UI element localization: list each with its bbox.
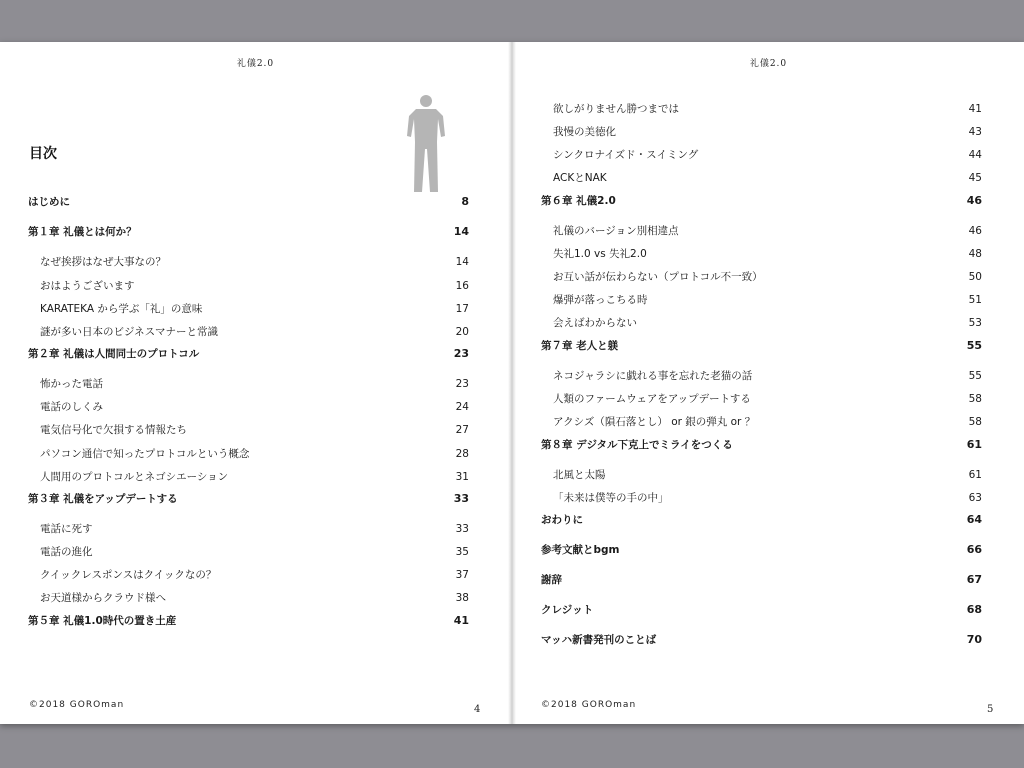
toc-entry-label: 第８章 デジタル下克上でミライをつくる xyxy=(541,439,733,451)
toc-entry-label: なぜ挨拶はなぜ大事なの？ xyxy=(40,256,166,268)
toc-entry-label: アクシズ（隕石落とし） or 銀の弾丸 or ？ xyxy=(553,416,756,428)
toc-entry-label: シンクロナイズド・スイミング xyxy=(553,149,699,161)
toc-entry-page: 70 xyxy=(966,633,982,646)
toc-entry-page: 23 xyxy=(455,378,469,390)
toc-entry-page: 24 xyxy=(455,401,469,413)
toc-entry-label: 人類のファームウェアをアップデートする xyxy=(553,393,751,405)
toc-entry-label: 欲しがりません勝つまでは xyxy=(553,103,679,115)
toc-section-entry[interactable] xyxy=(40,590,469,606)
toc-entry-page: 64 xyxy=(966,513,982,526)
toc-entry-page: 27 xyxy=(455,424,469,436)
toc-entry-page: 41 xyxy=(968,103,982,115)
toc-section-entry[interactable] xyxy=(40,567,469,583)
toc-entry-page: 17 xyxy=(455,303,469,315)
toc-chapter-entry[interactable] xyxy=(28,613,469,629)
copyright: ©2018 GOROman xyxy=(541,700,637,710)
toc-chapter-entry[interactable] xyxy=(541,572,982,588)
toc-entry-page: 46 xyxy=(966,194,982,207)
toc-entry-label: ネコジャラシに戯れる事を忘れた老猫の話 xyxy=(553,370,753,382)
person-silhouette-icon xyxy=(404,94,448,194)
toc-title: 目次 xyxy=(29,146,57,162)
toc-entry-page: 14 xyxy=(455,256,469,268)
toc-section-entry[interactable] xyxy=(40,376,469,392)
book-spread xyxy=(0,42,1024,724)
toc-entry-page: 67 xyxy=(966,573,982,586)
toc-entry-label: 電気信号化で欠損する情報たち xyxy=(40,424,187,436)
toc-entry-page: 51 xyxy=(968,294,982,306)
toc-section-entry[interactable] xyxy=(40,544,469,560)
toc-chapter-entry[interactable] xyxy=(28,194,469,210)
toc-entry-page: 68 xyxy=(966,603,982,616)
toc-section-entry[interactable] xyxy=(553,391,982,407)
toc-entry-label: お天道様からクラウド様へ xyxy=(40,592,166,604)
toc-entry-label: 人間用のプロトコルとネゴシエーション xyxy=(40,471,229,483)
toc-entry-label: 第７章 老人と躾 xyxy=(541,340,619,352)
toc-entry-page: 38 xyxy=(455,592,469,604)
running-head: 礼儀2.0 xyxy=(236,59,275,69)
toc-chapter-entry[interactable] xyxy=(541,193,982,209)
toc-entry-label: マッハ新書発刊のことば xyxy=(541,634,657,646)
toc-entry-page: 28 xyxy=(455,448,469,460)
toc-chapter-entry[interactable] xyxy=(541,602,982,618)
toc-entry-page: 31 xyxy=(455,471,469,483)
running-head: 礼儀2.0 xyxy=(749,59,788,69)
toc-entry-label: 第５章 礼儀1.0時代の置き土産 xyxy=(28,615,177,627)
toc-entry-page: 33 xyxy=(453,492,469,505)
toc-entry-label: 礼儀のバージョン別相違点 xyxy=(553,225,679,237)
toc-entry-page: 45 xyxy=(968,172,982,184)
toc-entry-label: 「未来は僕等の手の中」 xyxy=(553,492,669,504)
page-number: 5 xyxy=(987,704,994,715)
toc-section-entry[interactable] xyxy=(553,269,982,285)
toc-entry-label: 電話の進化 xyxy=(40,546,93,558)
toc-chapter-entry[interactable] xyxy=(28,346,469,362)
toc-chapter-entry[interactable] xyxy=(28,491,469,507)
left-page xyxy=(0,42,511,724)
toc-section-entry[interactable] xyxy=(553,124,982,140)
toc-entry-page: 20 xyxy=(455,326,469,338)
toc-entry-label: 電話に死す xyxy=(40,523,93,535)
toc-section-entry[interactable] xyxy=(553,223,982,239)
page-number: 4 xyxy=(474,704,481,715)
toc-section-entry[interactable] xyxy=(40,422,469,438)
toc-entry-page: 44 xyxy=(968,149,982,161)
toc-section-entry[interactable] xyxy=(553,414,982,430)
toc-section-entry[interactable] xyxy=(553,101,982,117)
toc-section-entry[interactable] xyxy=(40,278,469,294)
toc-section-entry[interactable] xyxy=(553,292,982,308)
toc-chapter-entry[interactable] xyxy=(28,224,469,240)
toc-entry-page: 63 xyxy=(968,492,982,504)
toc-section-entry[interactable] xyxy=(553,467,982,483)
toc-entry-page: 43 xyxy=(968,126,982,138)
toc-section-entry[interactable] xyxy=(40,469,469,485)
toc-section-entry[interactable] xyxy=(40,399,469,415)
toc-entry-page: 35 xyxy=(455,546,469,558)
toc-chapter-entry[interactable] xyxy=(541,338,982,354)
right-page xyxy=(513,42,1024,724)
toc-entry-label: 参考文献とbgm xyxy=(541,544,620,556)
toc-entry-page: 14 xyxy=(453,225,469,238)
toc-entry-page: 48 xyxy=(968,248,982,260)
toc-entry-page: 33 xyxy=(455,523,469,535)
toc-entry-label: ACKとNAK xyxy=(553,172,607,184)
toc-entry-label: はじめに xyxy=(28,196,70,208)
toc-section-entry[interactable] xyxy=(553,490,982,506)
toc-entry-page: 61 xyxy=(968,469,982,481)
toc-section-entry[interactable] xyxy=(40,446,469,462)
toc-entry-page: 53 xyxy=(968,317,982,329)
toc-section-entry[interactable] xyxy=(553,246,982,262)
toc-entry-label: 謎が多い日本のビジネスマナーと常識 xyxy=(40,326,218,338)
toc-entry-label: 電話のしくみ xyxy=(40,401,103,413)
copyright: ©2018 GOROman xyxy=(29,700,125,710)
toc-entry-page: 46 xyxy=(968,225,982,237)
toc-entry-page: 37 xyxy=(455,569,469,581)
toc-entry-page: 58 xyxy=(968,416,982,428)
toc-entry-page: 55 xyxy=(968,370,982,382)
toc-entry-page: 41 xyxy=(453,614,469,627)
toc-entry-label: 第３章 礼儀をアップデートする xyxy=(28,493,178,505)
toc-entry-label: お互い話が伝わらない（プロトコル不一致） xyxy=(553,271,763,283)
toc-section-entry[interactable] xyxy=(40,254,469,270)
toc-chapter-entry[interactable] xyxy=(541,437,982,453)
toc-entry-page: 55 xyxy=(966,339,982,352)
toc-chapter-entry[interactable] xyxy=(541,512,982,528)
toc-entry-label: 第６章 礼儀2.0 xyxy=(541,195,616,207)
toc-section-entry[interactable] xyxy=(553,315,982,331)
toc-section-entry[interactable] xyxy=(40,324,469,340)
toc-entry-page: 58 xyxy=(968,393,982,405)
toc-entry-label: クイックレスポンスはクイックなの？ xyxy=(40,569,217,581)
toc-section-entry[interactable] xyxy=(553,170,982,186)
toc-entry-label: パソコン通信で知ったプロトコルという概念 xyxy=(40,448,250,460)
toc-section-entry[interactable] xyxy=(553,368,982,384)
toc-entry-label: 会えばわからない xyxy=(553,317,637,329)
toc-entry-label: 第１章 礼儀とは何か？ xyxy=(28,226,137,238)
toc-entry-label: KARATEKA から学ぶ「礼」の意味 xyxy=(40,303,203,315)
toc-entry-label: 第２章 礼儀は人間同士のプロトコル xyxy=(28,348,200,360)
toc-chapter-entry[interactable] xyxy=(541,632,982,648)
toc-entry-label: 怖かった電話 xyxy=(40,378,103,390)
toc-entry-page: 50 xyxy=(968,271,982,283)
toc-entry-label: おはようございます xyxy=(40,280,135,292)
toc-entry-page: 23 xyxy=(453,347,469,360)
toc-entry-label: クレジット xyxy=(541,604,594,616)
toc-entry-label: 我慢の美徳化 xyxy=(553,126,616,138)
toc-entry-label: おわりに xyxy=(541,514,583,526)
toc-section-entry[interactable] xyxy=(40,521,469,537)
toc-entry-page: 66 xyxy=(966,543,982,556)
toc-entry-page: 8 xyxy=(461,195,469,208)
toc-entry-label: 爆弾が落っこちる時 xyxy=(553,294,648,306)
toc-section-entry[interactable] xyxy=(40,301,469,317)
toc-entry-label: 北風と太陽 xyxy=(553,469,606,481)
toc-entry-label: 失礼1.0 vs 失礼2.0 xyxy=(553,248,647,260)
toc-section-entry[interactable] xyxy=(553,147,982,163)
toc-chapter-entry[interactable] xyxy=(541,542,982,558)
toc-entry-page: 61 xyxy=(966,438,982,451)
toc-entry-page: 16 xyxy=(455,280,469,292)
toc-entry-label: 謝辞 xyxy=(541,574,562,586)
